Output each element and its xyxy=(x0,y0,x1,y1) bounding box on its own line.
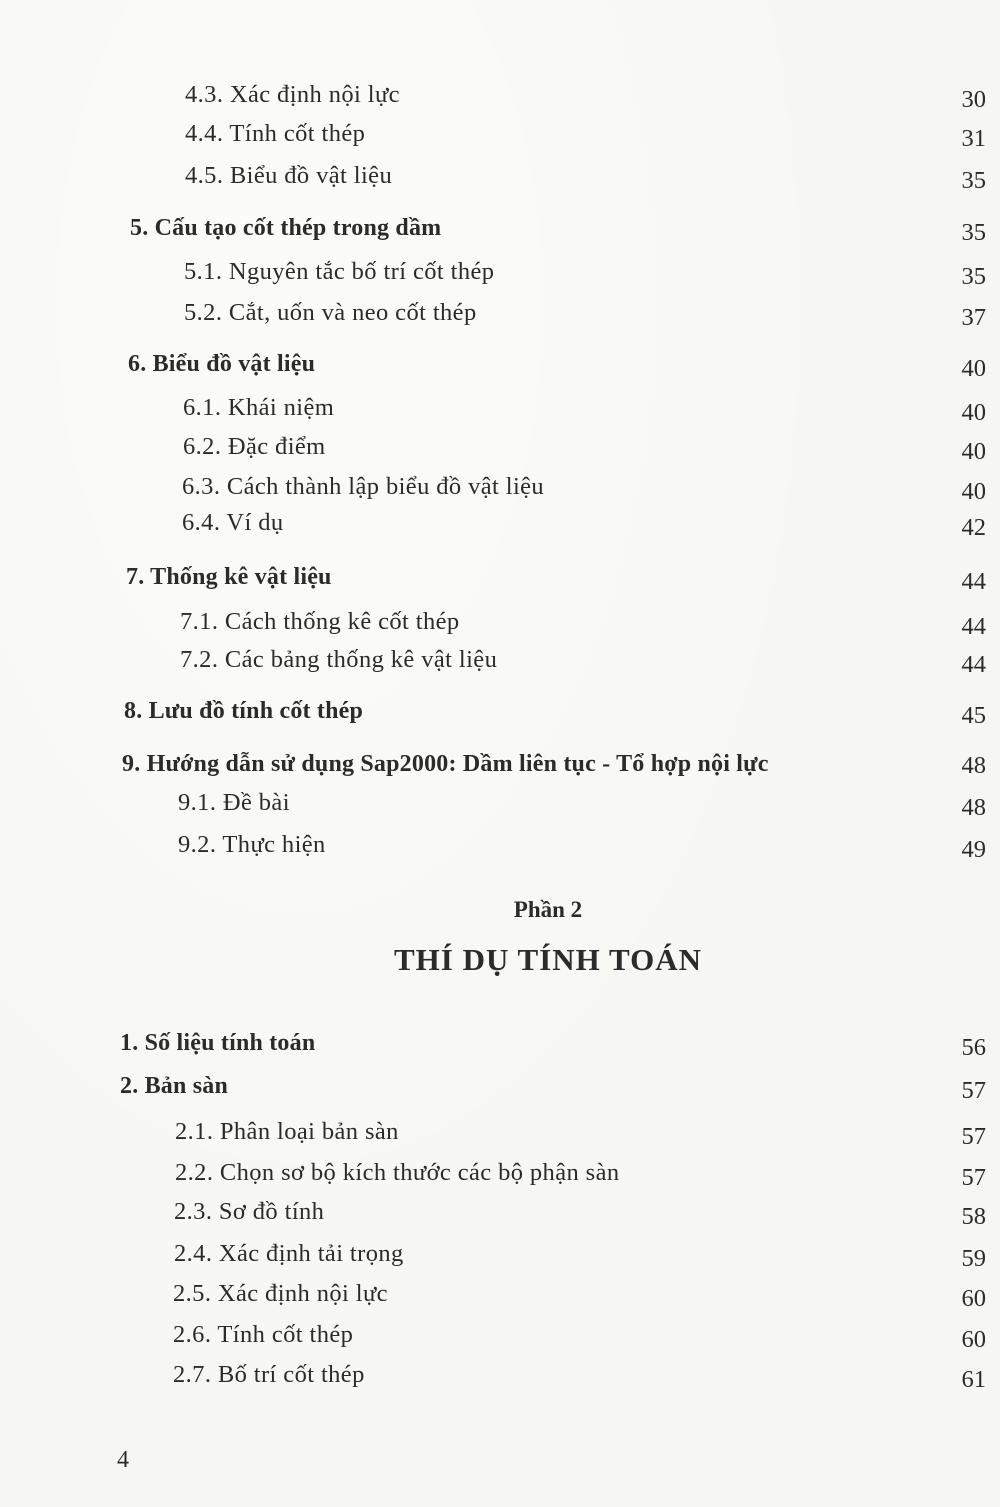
toc-entry xyxy=(0,1117,1000,1151)
toc-entry xyxy=(0,607,1000,641)
toc-entry-label: 4.3. Xác định nội lực xyxy=(185,81,400,108)
toc-entry-page: 49 xyxy=(961,836,986,863)
toc-entry xyxy=(0,257,1000,291)
toc-entry xyxy=(0,508,1000,542)
toc-entry-page: 44 xyxy=(961,651,986,678)
toc-entry xyxy=(0,1279,1000,1313)
toc-section-label: 9. Hướng dẫn sử dụng Sap2000: Dầm liên tục - Tổ hợp nội lực xyxy=(122,751,769,777)
toc-section xyxy=(0,562,1000,596)
toc-entry-page: 59 xyxy=(961,1245,986,1272)
toc-entry-label: 9.2. Thực hiện xyxy=(178,831,326,858)
toc-entry-label: 7.1. Cách thống kê cốt thép xyxy=(180,608,460,635)
toc-section-page: 48 xyxy=(961,752,986,779)
toc-section-label: 5. Cấu tạo cốt thép trong dầm xyxy=(130,215,442,241)
toc-entry xyxy=(0,1239,1000,1273)
toc-section xyxy=(0,213,1000,247)
toc-entry xyxy=(0,119,1000,153)
toc-entry-label: 4.4. Tính cốt thép xyxy=(185,120,366,147)
toc-entry-label: 6.4. Ví dụ xyxy=(182,509,284,536)
toc-section-label: 2. Bản sàn xyxy=(120,1073,229,1099)
toc-entry-label: 5.1. Nguyên tắc bố trí cốt thép xyxy=(184,258,495,285)
toc-section xyxy=(0,696,1000,730)
toc-entry-label: 2.5. Xác định nội lực xyxy=(173,1280,388,1307)
toc-entry-page: 40 xyxy=(961,438,986,465)
toc-section-page: 56 xyxy=(961,1034,986,1061)
toc-entry-label: 2.1. Phân loại bản sàn xyxy=(175,1118,399,1145)
toc-entry-label: 6.2. Đặc điểm xyxy=(183,433,326,460)
page-number: 4 xyxy=(117,1447,129,1473)
toc-section xyxy=(0,1071,1000,1105)
toc-entry-label: 2.3. Sơ đồ tính xyxy=(174,1198,325,1225)
toc-entry-page: 58 xyxy=(961,1203,986,1230)
toc-entry xyxy=(0,1158,1000,1192)
toc-entry xyxy=(0,80,1000,114)
toc-entry-page: 35 xyxy=(961,167,986,194)
toc-entry-label: 9.1. Đề bài xyxy=(178,789,290,816)
toc-entry-page: 30 xyxy=(961,86,986,113)
toc-entry-label: 5.2. Cắt, uốn và neo cốt thép xyxy=(184,299,477,326)
toc-section-label: 8. Lưu đồ tính cốt thép xyxy=(124,698,364,724)
toc-entry-label: 2.2. Chọn sơ bộ kích thước các bộ phận sàn xyxy=(175,1159,620,1186)
toc-section xyxy=(0,749,1000,783)
toc-section xyxy=(0,1028,1000,1062)
toc-entry xyxy=(0,161,1000,195)
toc-entry xyxy=(0,393,1000,427)
toc-entry-page: 60 xyxy=(961,1326,986,1353)
toc-entry-page: 35 xyxy=(961,263,986,290)
toc-entry-label: 2.7. Bố trí cốt thép xyxy=(173,1361,365,1388)
toc-section-page: 57 xyxy=(961,1077,986,1104)
toc-section-page: 44 xyxy=(961,568,986,595)
part-title: THÍ DỤ TÍNH TOÁN xyxy=(393,942,702,977)
part-heading: Phần 2 xyxy=(513,897,583,922)
toc-entry-page: 42 xyxy=(961,514,986,541)
toc-section-page: 40 xyxy=(961,355,986,382)
toc-entry-page: 31 xyxy=(961,125,986,152)
toc-section-label: 1. Số liệu tính toán xyxy=(120,1030,316,1056)
toc-entry xyxy=(0,472,1000,506)
toc-section-label: 7. Thống kê vật liệu xyxy=(126,564,332,590)
toc-entry xyxy=(0,788,1000,822)
toc-entry-label: 6.1. Khái niệm xyxy=(183,394,335,421)
toc-section-label: 6. Biểu đồ vật liệu xyxy=(128,351,316,377)
toc-section xyxy=(0,349,1000,383)
toc-entry xyxy=(0,1197,1000,1231)
toc-entry-page: 44 xyxy=(961,613,986,640)
toc-entry-page: 57 xyxy=(961,1123,986,1150)
toc-section-page: 35 xyxy=(961,219,986,246)
toc-entry-page: 40 xyxy=(961,399,986,426)
toc-section-page: 45 xyxy=(961,702,986,729)
toc-entry-page: 61 xyxy=(961,1366,986,1393)
toc-entry xyxy=(0,1320,1000,1354)
toc-entry-page: 40 xyxy=(961,478,986,505)
toc-entry-page: 48 xyxy=(961,794,986,821)
toc-entry-label: 2.6. Tính cốt thép xyxy=(173,1321,354,1348)
toc-entry xyxy=(0,830,1000,864)
toc-entry xyxy=(0,432,1000,466)
toc-entry-label: 2.4. Xác định tải trọng xyxy=(174,1240,404,1267)
toc-entry-label: 4.5. Biểu đồ vật liệu xyxy=(185,162,393,189)
toc-entry-label: 6.3. Cách thành lập biểu đồ vật liệu xyxy=(182,473,545,500)
toc-entry-label: 7.2. Các bảng thống kê vật liệu xyxy=(180,646,498,673)
toc-entry-page: 57 xyxy=(961,1164,986,1191)
toc-entry-page: 60 xyxy=(961,1285,986,1312)
toc-entry xyxy=(0,298,1000,332)
toc-entry-page: 37 xyxy=(961,304,986,331)
toc-entry xyxy=(0,645,1000,679)
toc-entry xyxy=(0,1360,1000,1394)
